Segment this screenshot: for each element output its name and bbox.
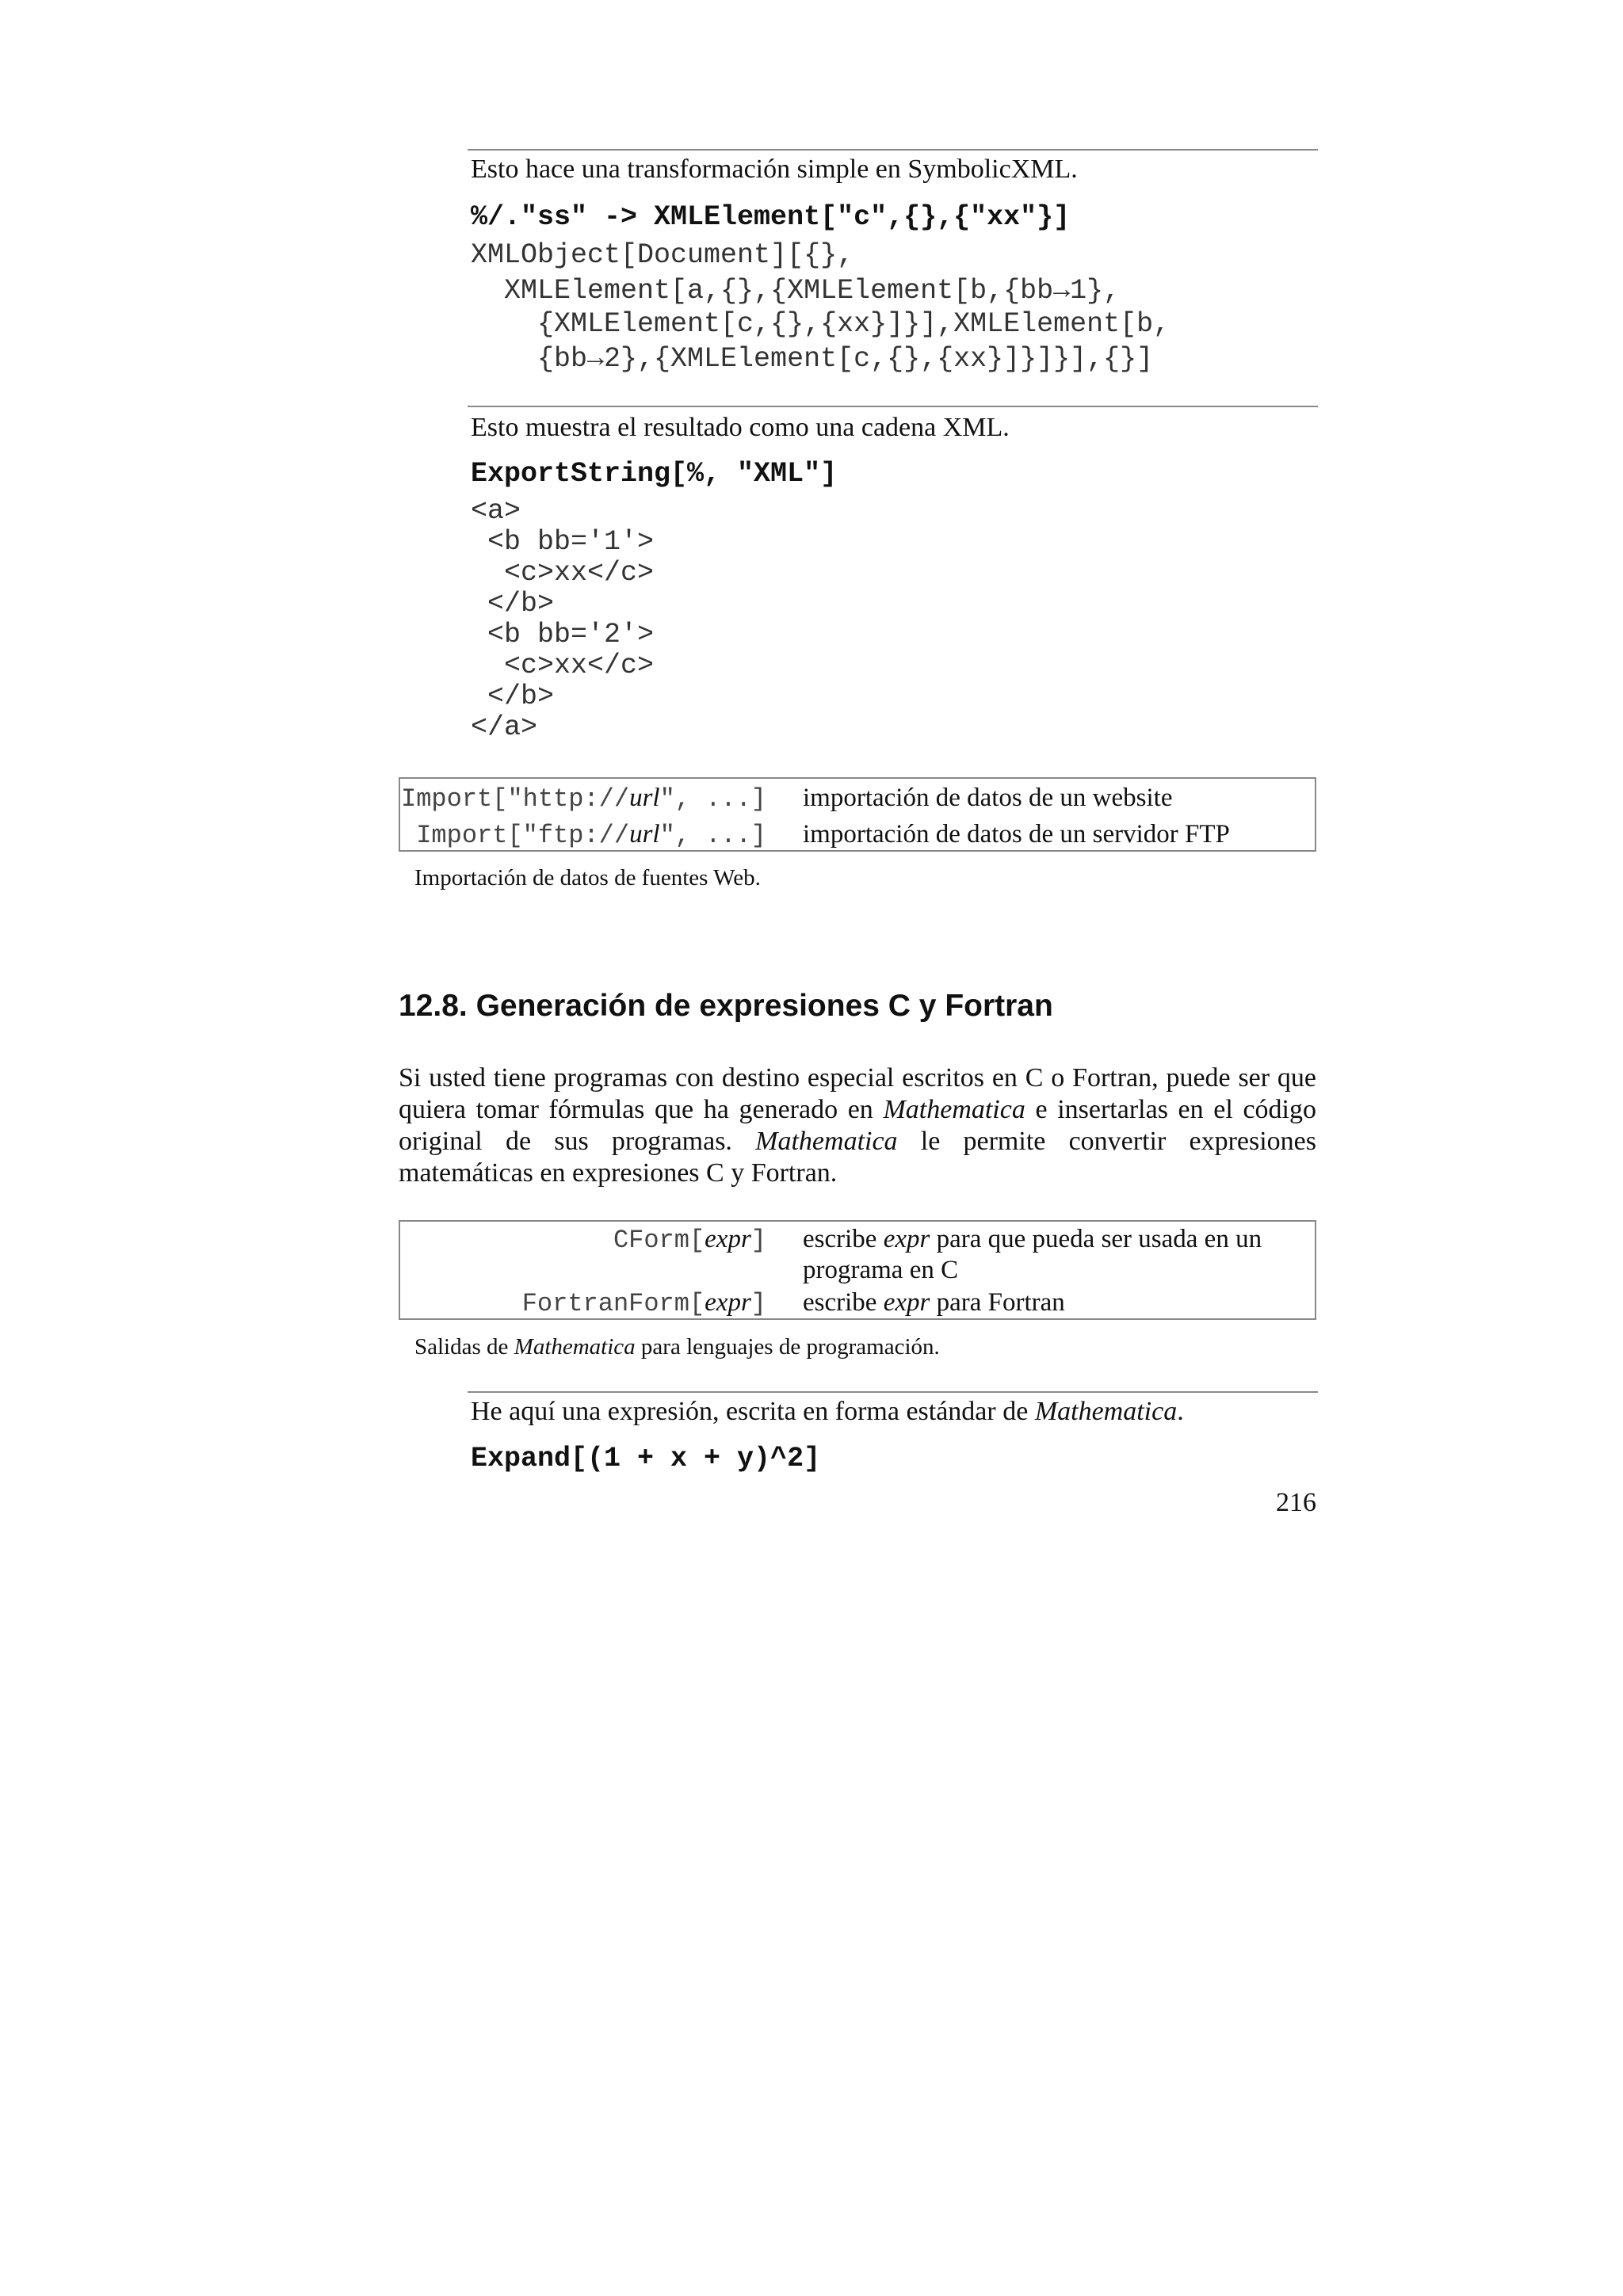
- input-code: %/."ss" -> XMLElement["c",{},{"xx"}]: [471, 201, 1071, 233]
- table-row: [400, 818, 1315, 850]
- section-heading: 12.8. Generación de expresiones C y Fortran: [399, 989, 1053, 1023]
- output-line: <a>: [471, 495, 521, 527]
- function-cell: CForm[expr]: [613, 1225, 766, 1255]
- description-cell: programa en C: [803, 1256, 959, 1284]
- output-forms-table: [399, 1220, 1316, 1320]
- output-line: {bb→2},{XMLElement[c,{},{xx}]}]}],{}]: [471, 343, 1154, 375]
- output-line: XMLElement[a,{},{XMLElement[b,{bb→1},: [471, 275, 1121, 307]
- output-line: <c>xx</c>: [471, 557, 655, 589]
- description-cell: escribe expr para Fortran: [803, 1288, 1065, 1317]
- output-line: <b bb='2'>: [471, 619, 655, 650]
- page-number: 216: [1276, 1488, 1316, 1517]
- description-cell: importación de datos de un servidor FTP: [803, 820, 1230, 849]
- output-line: </b>: [471, 681, 555, 712]
- input-code: ExportString[%, "XML"]: [471, 458, 838, 490]
- function-cell: Import["ftp://url", ...]: [416, 820, 766, 850]
- output-line: </a>: [471, 711, 538, 743]
- cell-divider: [468, 406, 1318, 407]
- table-row: [400, 1287, 1315, 1318]
- cell-text: Esto hace una transformación simple en SymbolicXML.: [471, 154, 1078, 184]
- output-line: XMLObject[Document][{},: [471, 239, 854, 271]
- output-line: </b>: [471, 588, 555, 620]
- cell-text: Esto muestra el resultado como una cadena XML.: [471, 413, 1010, 442]
- table-row: [400, 1223, 1315, 1255]
- output-line: {XMLElement[c,{},{xx}]}],XMLElement[b,: [471, 308, 1170, 340]
- cell-text: He aquí una expresión, escrita en forma estándar de Mathematica.: [471, 1397, 1184, 1426]
- output-code: [471, 239, 1170, 375]
- output-line: <b bb='1'>: [471, 526, 655, 558]
- input-code: Expand[(1 + x + y)^2]: [471, 1443, 821, 1474]
- output-line: <c>xx</c>: [471, 650, 655, 681]
- import-table: [399, 777, 1316, 852]
- description-cell: importación de datos de un website: [803, 784, 1173, 812]
- description-cell: escribe expr para que pueda ser usada en un: [803, 1225, 1262, 1253]
- table-row-continuation: [400, 1254, 1315, 1286]
- function-cell: FortranForm[expr]: [521, 1288, 766, 1318]
- function-cell: Import["http://url", ...]: [401, 784, 766, 814]
- table-caption: Salidas de Mathematica para lenguajes de programación.: [414, 1334, 940, 1360]
- table-row: [400, 782, 1315, 814]
- cell-divider: [468, 149, 1318, 151]
- output-code: [471, 496, 654, 743]
- section-paragraph: Si usted tiene programas con destino especial escritos en C o Fortran, puede ser que quiera tomar fórmulas que ha generado en Mathematica e insertarlas en el código original de sus programas. Mathematica le permite convertir expresiones matemáticas en expresiones C y Fortran.: [399, 1063, 1317, 1188]
- cell-divider: [468, 1391, 1318, 1393]
- table-caption: Importación de datos de fuentes Web.: [414, 865, 761, 891]
